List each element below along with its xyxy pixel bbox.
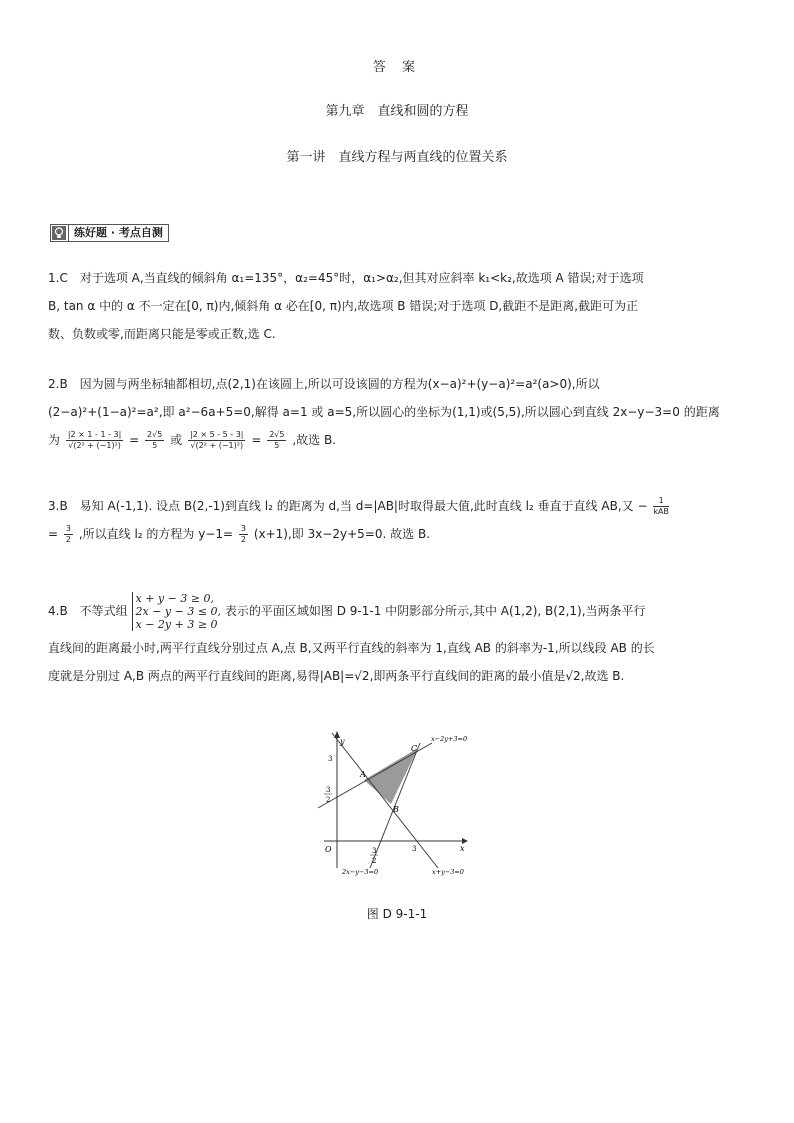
answer-2-line-1: 2.B 因为圆与两坐标轴都相切,点(2,1)在该圆上,所以可设该圆的方程为(x−a)²+(y−a)²=a²(a>0),所以 bbox=[48, 377, 600, 391]
answer-3-mid: ,所以直线 l₂ 的方程为 y−1= bbox=[78, 527, 234, 541]
answer-3-text: 3.B 易知 A(-1,1). 设点 B(2,-1)到直线 l₂ 的距离为 d,当 d=|AB|时取得最大值,此时直线 l₂ 垂直于直线 AB,又 − bbox=[48, 499, 648, 513]
line-label-top: x−2y+3=0 bbox=[431, 735, 468, 743]
inequality-2: 2x − y − 3 ≤ 0, bbox=[135, 605, 222, 618]
answer-2 bbox=[48, 370, 748, 454]
line-label-bottom-left: 2x−y−3=0 bbox=[342, 868, 379, 876]
fraction-numerator: 1 bbox=[653, 496, 669, 507]
answer-4-line-3: 度就是分别过 A,B 两点的两平行直线间的距离,易得|AB|=√2,即两条平行直线间的距离的最小值是√2,故选 B. bbox=[48, 669, 625, 683]
y-axis-label: y bbox=[340, 737, 345, 746]
inequality-3: x − 2y + 3 ≥ 0 bbox=[135, 618, 218, 631]
answer-4-line-1 bbox=[48, 588, 748, 634]
y-tick-3-2-den: 2 bbox=[326, 796, 331, 804]
inequality-system bbox=[132, 592, 222, 631]
feasible-region bbox=[364, 748, 418, 804]
fraction-three-halves-2 bbox=[239, 524, 248, 545]
answer-1-line-3: 数、负数或零,而距离只能是零或正数,选 C. bbox=[48, 327, 276, 341]
point-a-label: A bbox=[360, 770, 366, 779]
equals-sign: = bbox=[251, 433, 262, 447]
section-badge bbox=[50, 224, 169, 242]
answer-1-line-2: B, tan α 中的 α 不一定在[0, π)内,倾斜角 α 必在[0, π)内,故选项 B 错误;对于选项 D,截距不是距离,截距可为正 bbox=[48, 299, 639, 313]
y-tick-3-2-num: 3 bbox=[326, 786, 331, 794]
answer-3-line-1 bbox=[48, 492, 748, 520]
answer-4-line-2: 直线间的距离最小时,两平行直线分别过点 A,点 B,又两平行直线的斜率为 1,直线 AB 的斜率为-1,所以线段 AB 的长 bbox=[48, 641, 655, 655]
chapter-title: 第九章 直线和圆的方程 bbox=[325, 104, 469, 119]
answer-2-line-3 bbox=[48, 426, 748, 454]
fraction-denominator: 2 bbox=[240, 535, 246, 544]
fraction-denominator: 5 bbox=[274, 441, 280, 450]
answer-3-prefix: = bbox=[48, 527, 59, 541]
answer-2-line-2: (2−a)²+(1−a)²=a²,即 a²−6a+5=0,解得 a=1 或 a=5,所以圆心的坐标为(1,1)或(5,5),所以圆心到直线 2x−y−3=0 的距离 bbox=[48, 405, 720, 419]
fraction-distance-1 bbox=[66, 430, 123, 451]
fraction-result-1 bbox=[145, 430, 164, 451]
fraction-numerator: 3 bbox=[65, 524, 71, 533]
fraction-result-2 bbox=[267, 430, 286, 451]
line-label-bottom-right: x+y−3=0 bbox=[432, 868, 464, 876]
fraction-denominator: 2 bbox=[65, 535, 71, 544]
inequality-1: x + y − 3 ≥ 0, bbox=[135, 592, 215, 605]
line-x+y-3 bbox=[332, 733, 438, 868]
section-title: 第一讲 直线方程与两直线的位置关系 bbox=[286, 150, 508, 165]
fraction-slope bbox=[653, 496, 669, 517]
fraction-numerator: 3 bbox=[240, 524, 246, 533]
figure-caption: 图 D 9-1-1 bbox=[366, 907, 428, 921]
fraction-distance-2 bbox=[188, 430, 245, 451]
fraction-three-halves bbox=[64, 524, 73, 545]
equals-sign: = bbox=[129, 433, 140, 447]
fraction-numerator: |2 × 1 - 1 - 3| bbox=[67, 430, 122, 439]
fraction-denominator: kAB bbox=[653, 507, 669, 516]
fraction-numerator: 2√5 bbox=[147, 430, 163, 439]
origin-label: O bbox=[325, 845, 332, 854]
fraction-denominator: 5 bbox=[152, 441, 158, 450]
answer-2-prefix: 为 bbox=[48, 433, 61, 447]
fraction-numerator: 2√5 bbox=[269, 430, 285, 439]
answer-3-line-2 bbox=[48, 520, 748, 548]
answer-1-line-1: 1.C 对于选项 A,当直线的倾斜角 α₁=135°，α₂=45°时，α₁>α₂,但其对应斜率 k₁<k₂,故选项 A 错误;对于选项 bbox=[48, 271, 644, 285]
or-text: 或 bbox=[170, 433, 183, 447]
answer-3 bbox=[48, 492, 748, 548]
answer-3-suffix: (x+1),即 3x−2y+5=0. 故选 B. bbox=[253, 527, 430, 541]
answer-4-prefix: 4.B 不等式组 bbox=[48, 604, 128, 618]
x-tick-3-2-num: 3 bbox=[372, 847, 377, 855]
answer-4-suffix: 表示的平面区域如图 D 9-1-1 中阴影部分所示,其中 A(1,2), B(2,1),当两条平行 bbox=[224, 604, 646, 618]
x-tick-3-2-den: 2 bbox=[372, 857, 377, 865]
answer-4 bbox=[48, 588, 748, 690]
x-axis-label: x bbox=[460, 844, 465, 853]
answers-title: 答 案 bbox=[372, 60, 422, 75]
lightbulb-icon bbox=[52, 226, 66, 240]
fraction-numerator: |2 × 5 - 5 - 3| bbox=[190, 430, 244, 439]
point-b-label: B bbox=[393, 805, 399, 814]
fraction-denominator: √(2² + (−1)²) bbox=[68, 441, 121, 450]
figure-d-9-1-1 bbox=[310, 728, 480, 878]
badge-label: 练好题 · 考点自测 bbox=[68, 225, 168, 241]
fraction-denominator: √(2² + (−1)²) bbox=[190, 441, 244, 450]
x-tick-3: 3 bbox=[412, 845, 417, 853]
point-c-label: C bbox=[411, 744, 418, 753]
answer-2-suffix: ,故选 B. bbox=[292, 433, 336, 447]
answer-1 bbox=[48, 264, 748, 348]
y-tick-3: 3 bbox=[328, 755, 333, 763]
